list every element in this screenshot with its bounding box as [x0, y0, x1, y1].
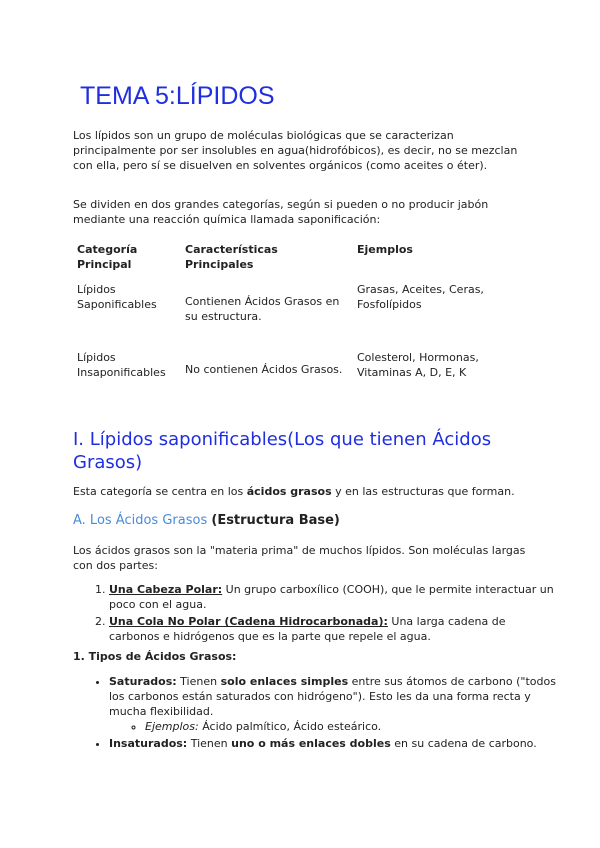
table-header: Características Principales: [185, 243, 278, 271]
section-heading: I. Lípidos saponificables(Los que tienen Ácidos Grasos): [73, 429, 492, 473]
list-item: [109, 674, 559, 734]
table-row: [73, 282, 511, 350]
italic-label: Ejemplos:: [145, 720, 199, 733]
page-title: TEMA 5:LÍPIDOS: [80, 82, 275, 110]
subsection-heading-blue: A. Los Ácidos Grasos: [73, 513, 208, 528]
sub-list: [109, 719, 559, 734]
table-cell: Colesterol, Hormonas, Vitaminas A, D, E, K: [357, 351, 479, 379]
item-text: Una larga cadena de carbonos e hidrógenos que es la parte que repele el agua.: [109, 615, 506, 643]
text-run: Ácido palmítico, Ácido esteárico.: [198, 720, 382, 733]
table-cell: Grasas, Aceites, Ceras, Fosfolípidos: [357, 283, 484, 311]
bold-text: ácidos grasos: [246, 485, 332, 498]
division-paragraph: Se dividen en dos grandes categorías, según si pueden o no producir jabón mediante una reacción química llamada saponificación:: [73, 198, 489, 226]
list-item: [145, 719, 559, 734]
table-cell: Contienen Ácidos Grasos en su estructura.: [185, 295, 340, 323]
types-list: [73, 674, 559, 753]
table-cell: Lípidos Insaponificables: [77, 351, 166, 379]
subsection-heading-bold: (Estructura Base): [211, 513, 340, 528]
section-intro: [73, 484, 533, 499]
table-header: Categoría Principal: [77, 243, 138, 271]
types-heading: 1. Tipos de Ácidos Grasos:: [73, 650, 237, 663]
intro-paragraph: Los lípidos son un grupo de moléculas biológicas que se caracterizan principalmente por ser insolubles en agua(hidrofóbicos), es decir, no se mezclan con ella, pero sí se disuelven en solventes orgánicos (como aceites o éter).: [73, 129, 518, 172]
list-item: [109, 582, 559, 612]
subsection-paragraph: Los ácidos grasos son la "materia prima" de muchos lípidos. Son moléculas largas con dos partes:: [73, 544, 526, 572]
text-run: Esta categoría se centra en los: [73, 485, 247, 498]
table-header-row: [73, 242, 511, 282]
bold-text: uno o más enlaces dobles: [231, 737, 391, 750]
table-cell: No contienen Ácidos Grasos.: [185, 363, 343, 376]
table-header: Ejemplos: [357, 243, 413, 256]
table-cell: Lípidos Saponificables: [77, 283, 157, 311]
text-run: en su cadena de carbono.: [390, 737, 537, 750]
item-label: Una Cola No Polar (Cadena Hidrocarbonada):: [109, 615, 388, 628]
item-label: Saturados:: [109, 675, 177, 688]
text-run: Tienen: [176, 675, 221, 688]
parts-list: [73, 582, 559, 646]
text-run: y en las estructuras que forman.: [331, 485, 515, 498]
list-item: [109, 614, 559, 644]
table-row: [73, 350, 511, 380]
item-label: Una Cabeza Polar:: [109, 583, 223, 596]
item-label: Insaturados:: [109, 737, 188, 750]
item-text: Un grupo carboxílico (COOH), que le permite interactuar un poco con el agua.: [109, 583, 554, 611]
categories-table: [73, 242, 511, 380]
text-run: entre sus átomos de carbono ("todos los carbonos están saturados con hidrógeno"). Esto les da una forma recta y mucha flexibilidad.: [109, 675, 556, 718]
text-run: Tienen: [187, 737, 232, 750]
bold-text: solo enlaces simples: [220, 675, 349, 688]
list-item: [109, 736, 559, 751]
subsection-heading: [73, 513, 340, 528]
